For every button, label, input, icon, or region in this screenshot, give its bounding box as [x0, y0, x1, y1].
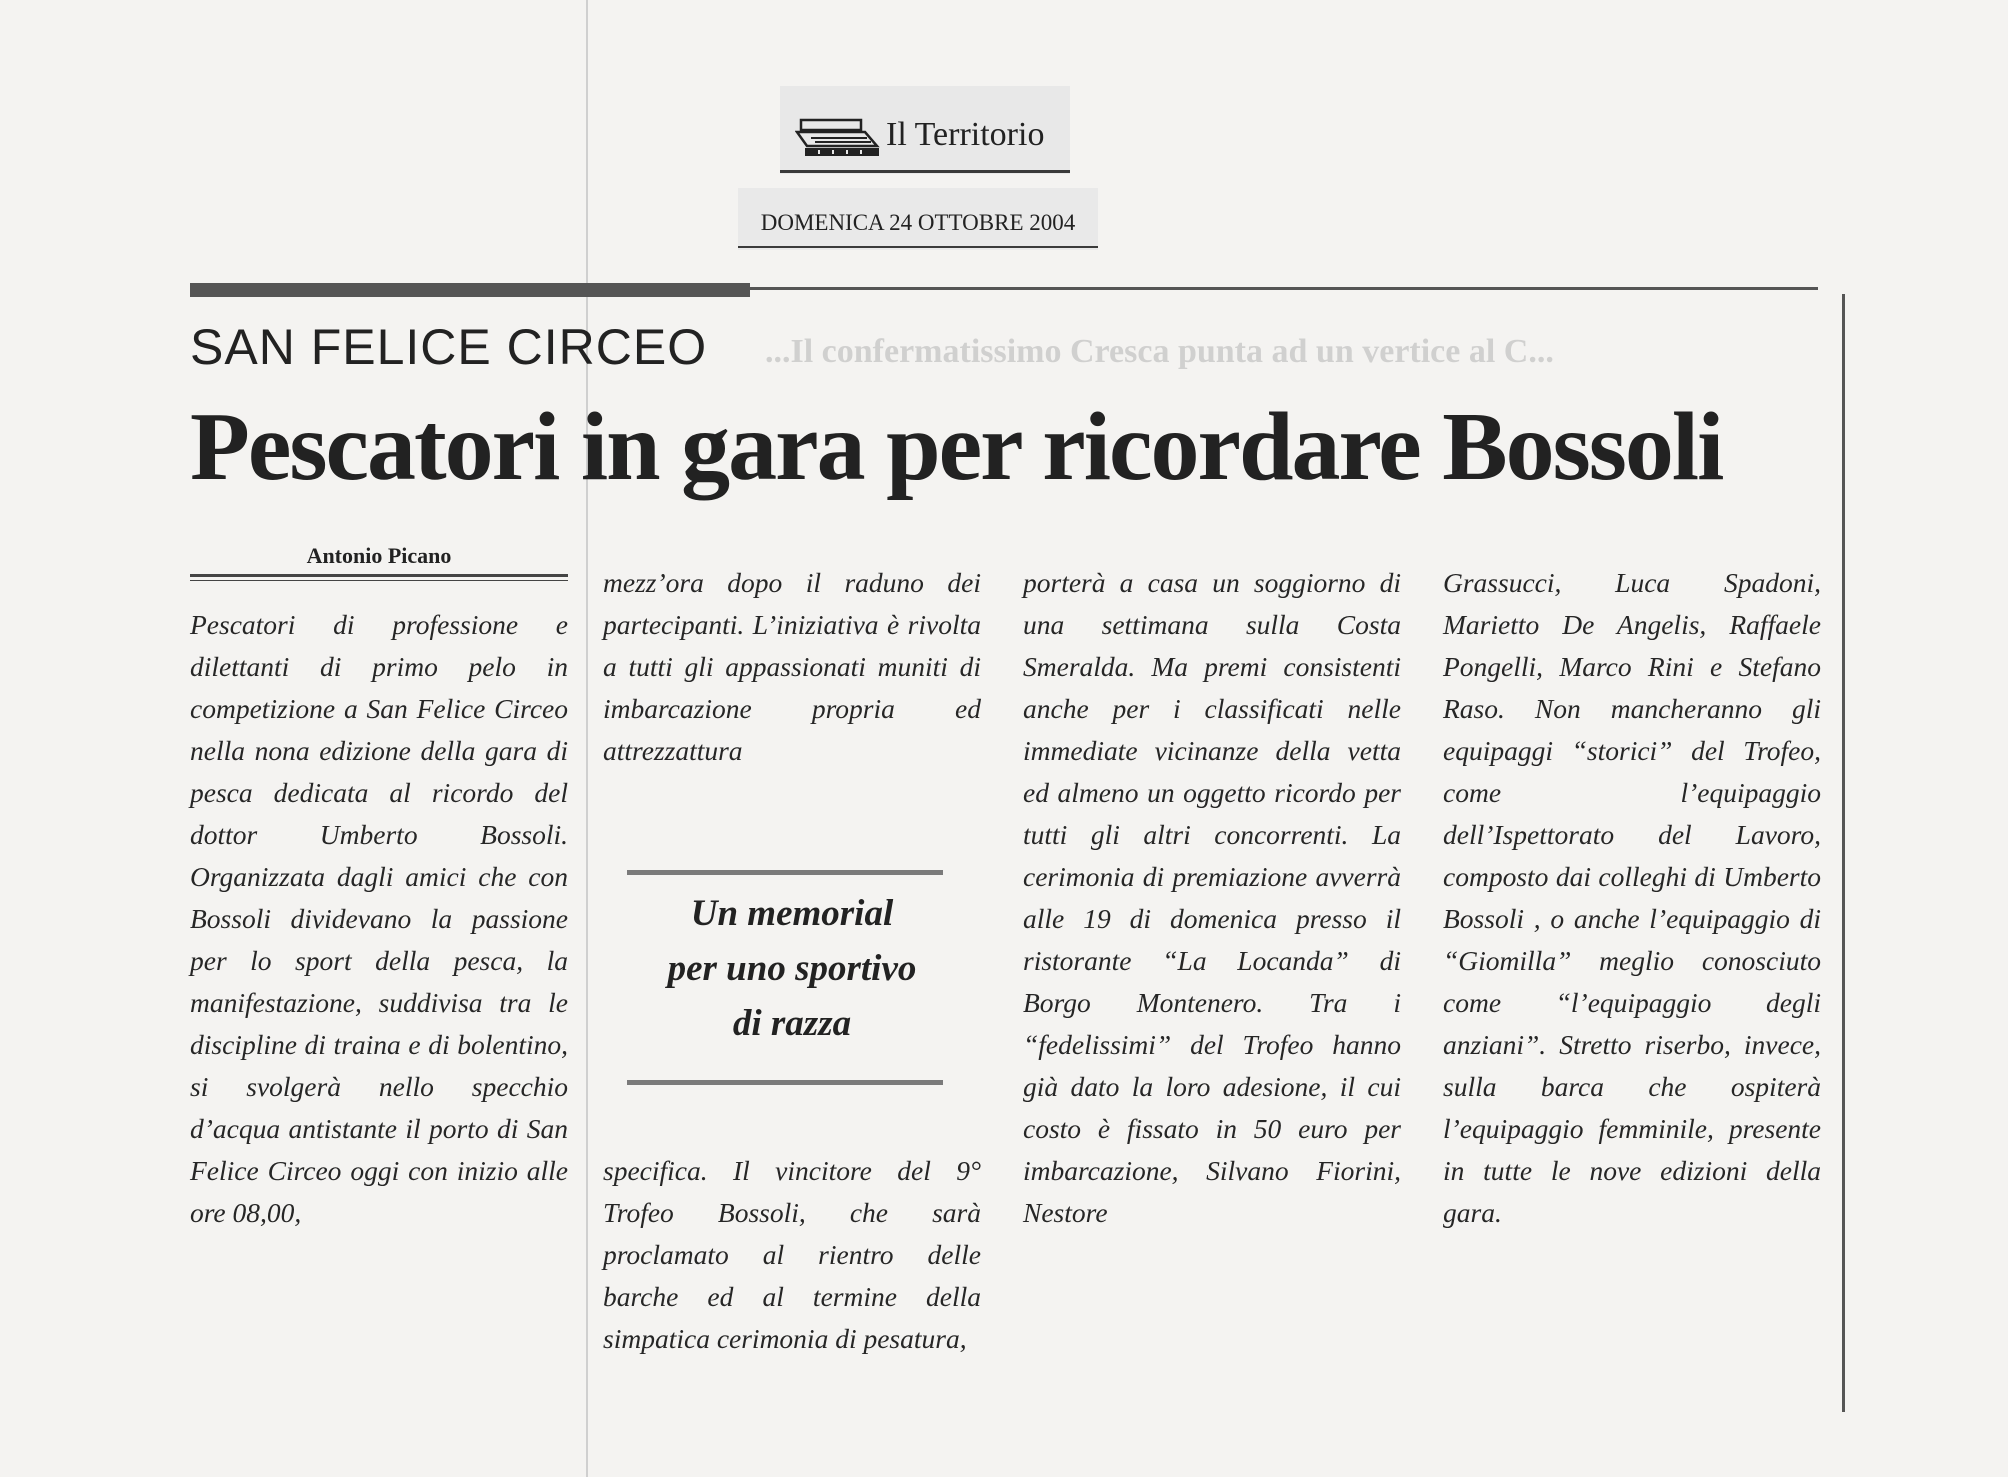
- scan-fold-line: [586, 0, 588, 1477]
- section-rule-thick: [190, 283, 750, 297]
- typewriter-icon: [795, 116, 881, 160]
- pullquote: [603, 886, 981, 1051]
- section-kicker: SAN FELICE CIRCEO: [190, 319, 708, 375]
- date-rule: [738, 246, 1098, 248]
- pullquote-line: Un memorial: [690, 893, 894, 934]
- masthead-rule: [780, 170, 1070, 173]
- section-rule-thin: [750, 287, 1818, 290]
- pullquote-line: di razza: [732, 1003, 852, 1044]
- pullquote-line: per uno sportivo: [667, 948, 917, 989]
- byline-rule: [190, 580, 568, 581]
- article-column-1: Pescatori di professione e dilettanti di primo pelo in competizione a San Felice Circeo nella nona edizione della gara di pesca dedicata al ricordo del dottor Umberto Bossoli. Organizzata dagli amici che con Bossoli dividevano la passione per lo sport della pesca, la manifestazione, suddivisa tra le discipline di traina e di bolentino, si svolgerà nello specchio d’acqua antistante il porto di San Felice Circeo oggi con inizio alle ore 08,00,: [190, 609, 568, 1228]
- article-headline: Pescatori in gara per ricordare Bossoli: [190, 393, 1723, 501]
- pullquote-rule-top: [627, 870, 943, 875]
- article-column-2-top: mezz’ora dopo il raduno dei partecipanti. L’iniziativa è rivolta a tutti gli appassionati muniti di imbarcazione propria ed attrezzattura: [603, 567, 981, 766]
- byline-rule: [190, 574, 568, 577]
- article-byline: Antonio Picano: [306, 543, 452, 568]
- pullquote-rule-bottom: [627, 1080, 943, 1085]
- article-column-2-bottom: specifica. Il vincitore del 9° Trofeo Bossoli, che sarà proclamato al rientro delle barche ed al termine della simpatica cerimonia di pesatura,: [603, 1155, 981, 1354]
- article-column-3: porterà a casa un soggiorno di una settimana sulla Costa Smeralda. Ma premi consistenti anche per i classificati nelle immediate vicinanze della vetta ed almeno un oggetto ricordo per tutti gli altri concorrenti. La cerimonia di premiazione avverrà alle 19 di domenica presso il ristorante “La Locanda” di Borgo Montenero. Tra i “fedelissimi” del Trofeo hanno già dato la loro adesione, il cui costo è fissato in 50 euro per imbarcazione, Silvano Fiorini, Nestore: [1023, 567, 1401, 1228]
- article-right-border: [1842, 294, 1845, 1412]
- bleed-through-text: ...Il confermatissimo Cresca punta ad un vertice al C...: [765, 333, 1554, 370]
- article-column-4: Grassucci, Luca Spadoni, Marietto De Angelis, Raffaele Pongelli, Marco Rini e Stefano Raso. Non mancheranno gli equipaggi “storici” del Trofeo, come l’equipaggio dell’Ispettorato del Lavoro, composto dai colleghi di Umberto Bossoli , o anche l’equipaggio di “Giomilla” meglio conosciuto come “l’equipaggio degli anziani”. Stretto riserbo, invece, sulla barca che ospiterà l’equipaggio femminile, presente in tutte le nove edizioni della gara.: [1443, 567, 1821, 1228]
- publication-date: DOMENICA 24 OTTOBRE 2004: [760, 210, 1076, 235]
- newspaper-name: Il Territorio: [886, 116, 1045, 153]
